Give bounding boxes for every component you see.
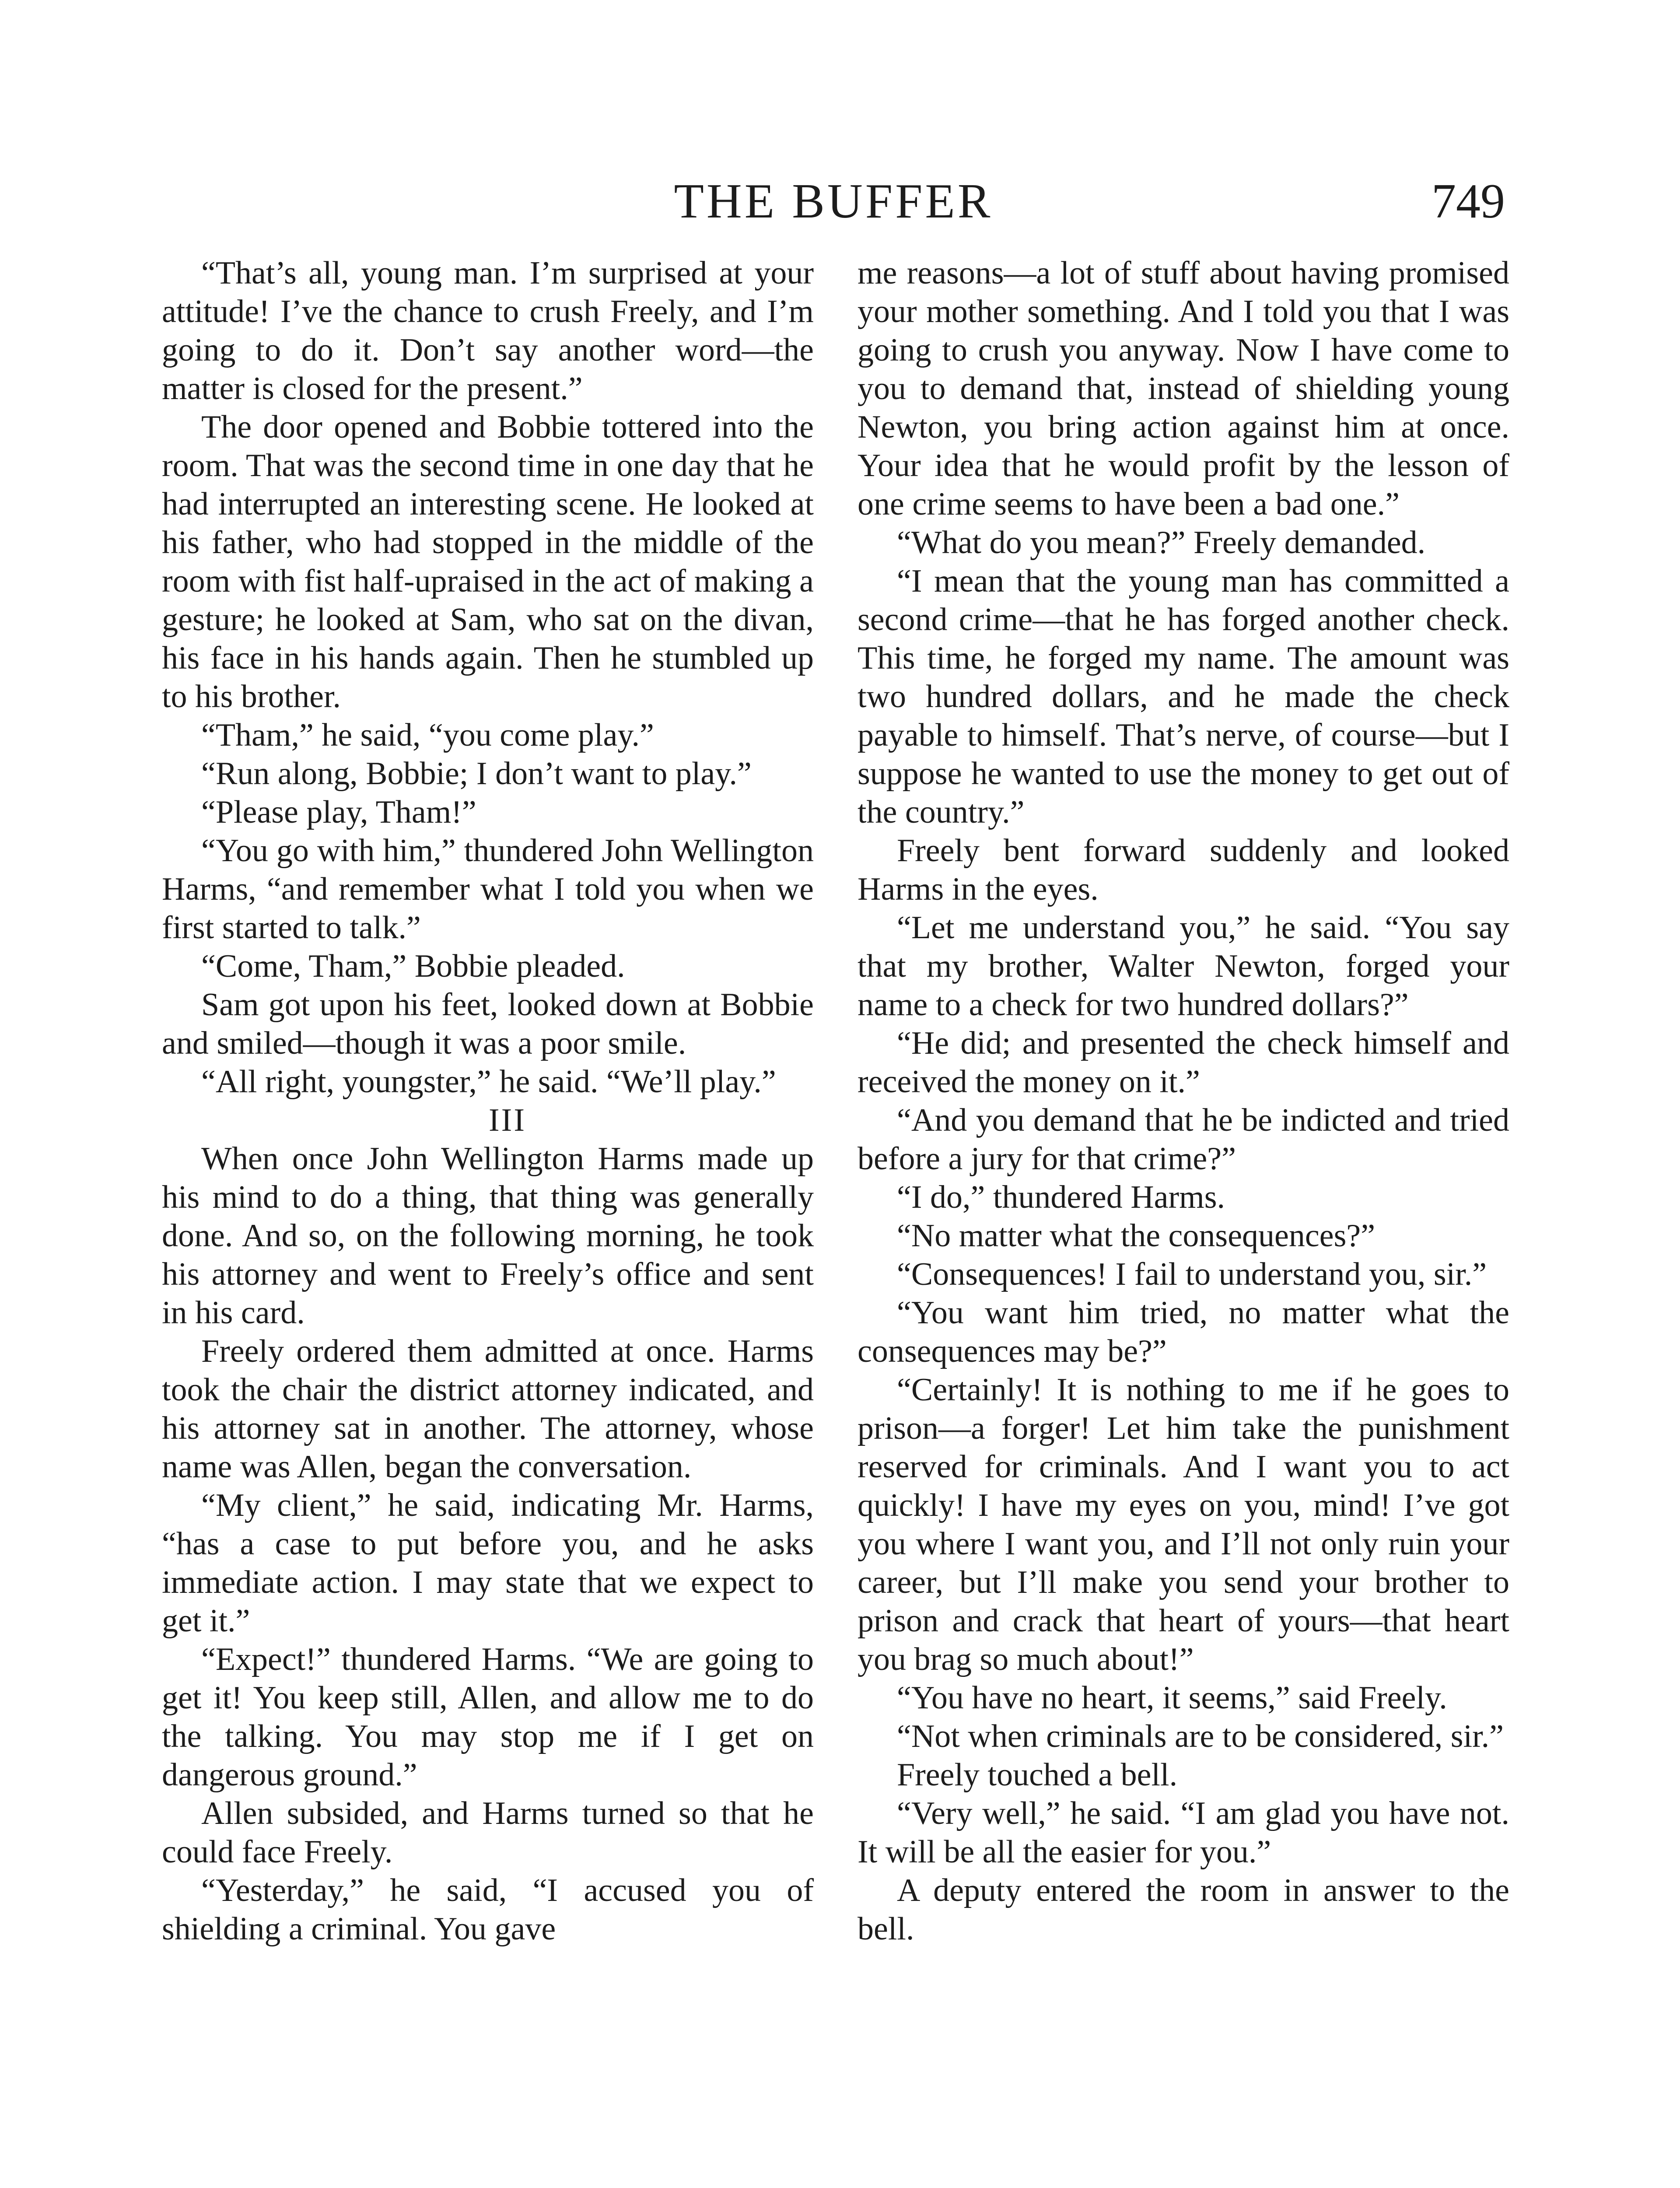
paragraph: A deputy entered the room in answer to the bell. <box>858 1872 1509 1947</box>
page-number: 749 <box>1432 174 1505 228</box>
page-header <box>162 166 1505 236</box>
running-title: THE BUFFER <box>674 174 993 228</box>
paragraph: “Please play, Tham!” <box>201 794 476 830</box>
paragraph: “My client,” he said, indicating Mr. Harms, “has a case to put before you, and he asks immediate action. I may state that we expect to get it.” <box>162 1487 814 1639</box>
paragraph: “Come, Tham,” Bobbie pleaded. <box>201 948 625 984</box>
paragraph: “All right, youngster,” he said. “We’ll play.” <box>201 1064 776 1100</box>
paragraph: “And you demand that he be indicted and tried before a jury for that crime?” <box>858 1102 1509 1177</box>
paragraph: Freely bent forward suddenly and looked Harms in the eyes. <box>858 833 1509 907</box>
paragraph: “I do,” thundered Harms. <box>897 1179 1225 1215</box>
paragraph: “I mean that the young man has committed a second crime—that he has forged another check. This time, he forged my name. The amount was two hundred dollars, and he made the check payable to himself. That’s nerve, of course—but I suppose he wanted to use the money to get out of the country.” <box>858 563 1509 830</box>
left-column <box>162 254 814 1948</box>
section-heading: III <box>489 1102 526 1138</box>
paragraph: When once John Wellington Harms made up his mind to do a thing, that thing was generally done. And so, on the following morning, he took his attorney and went to Freely’s office and sent in his card. <box>162 1141 814 1331</box>
paragraph: The door opened and Bobbie tottered into the room. That was the second time in one day that he had interrupted an interesting scene. He looked at his father, who had stopped in the middle of the room with fist half-upraised in the act of making a gesture; he looked at Sam, who sat on the divan, his face in his hands again. Then he stumbled up to his brother. <box>162 409 814 715</box>
paragraph: Freely touched a bell. <box>897 1757 1178 1793</box>
paragraph: Allen subsided, and Harms turned so that he could face Freely. <box>162 1795 814 1870</box>
paragraph: “Let me understand you,” he said. “You say that my brother, Walter Newton, forged your name to a check for two hundred dollars?” <box>858 910 1509 1023</box>
paragraph: Freely ordered them admitted at once. Harms took the chair the district attorney indicated, and his attorney sat in another. The attorney, whose name was Allen, began the conversation. <box>162 1333 814 1485</box>
paragraph: “That’s all, young man. I’m surprised at your attitude! I’ve the chance to crush Freely, and I’m going to do it. Don’t say another word—the matter is closed for the present.” <box>162 255 814 407</box>
paragraph: “Very well,” he said. “I am glad you have not. It will be all the easier for you.” <box>858 1795 1509 1870</box>
paragraph: “What do you mean?” Freely demanded. <box>897 525 1426 561</box>
paragraph: Sam got upon his feet, looked down at Bobbie and smiled—though it was a poor smile. <box>162 987 814 1061</box>
paragraph: “Consequences! I fail to understand you, sir.” <box>897 1256 1487 1292</box>
paragraph: “You go with him,” thundered John Wellington Harms, “and remember what I told you when we first started to talk.” <box>162 833 814 946</box>
paragraph: “He did; and presented the check himself and received the money on it.” <box>858 1025 1509 1100</box>
paragraph: “You have no heart, it seems,” said Freely. <box>897 1680 1447 1716</box>
paragraph: “No matter what the consequences?” <box>897 1218 1376 1254</box>
paragraph-continuation: me reasons—a lot of stuff about having promised your mother something. And I told you that I was going to crush you anyway. Now I have come to you to demand that, instead of shielding young Newton, you bring action against him at once. Your idea that he would profit by the lesson of one crime seems to have been a bad one.” <box>858 255 1509 522</box>
paragraph: “Expect!” thundered Harms. “We are going to get it! You keep still, Allen, and allow me to do the talking. You may stop me if I get on dangerous ground.” <box>162 1641 814 1793</box>
right-column <box>858 254 1509 1948</box>
paragraph: “Not when criminals are to be considered, sir.” <box>897 1718 1504 1754</box>
paragraph: “Certainly! It is nothing to me if he goes to prison—a forger! Let him take the punishment reserved for criminals. And I want you to act quickly! I have my eyes on you, mind! I’ve got you where I want you, and I’ll not only ruin your career, but I’ll make you send your brother to prison and crack that heart of yours—that heart you brag so much about!” <box>858 1372 1509 1677</box>
paragraph: “Yesterday,” he said, “I accused you of shielding a criminal. You gave <box>162 1872 814 1947</box>
paragraph: “Tham,” he said, “you come play.” <box>201 717 654 753</box>
paragraph: “Run along, Bobbie; I don’t want to play.” <box>201 756 752 792</box>
paragraph: “You want him tried, no matter what the consequences may be?” <box>858 1295 1509 1369</box>
